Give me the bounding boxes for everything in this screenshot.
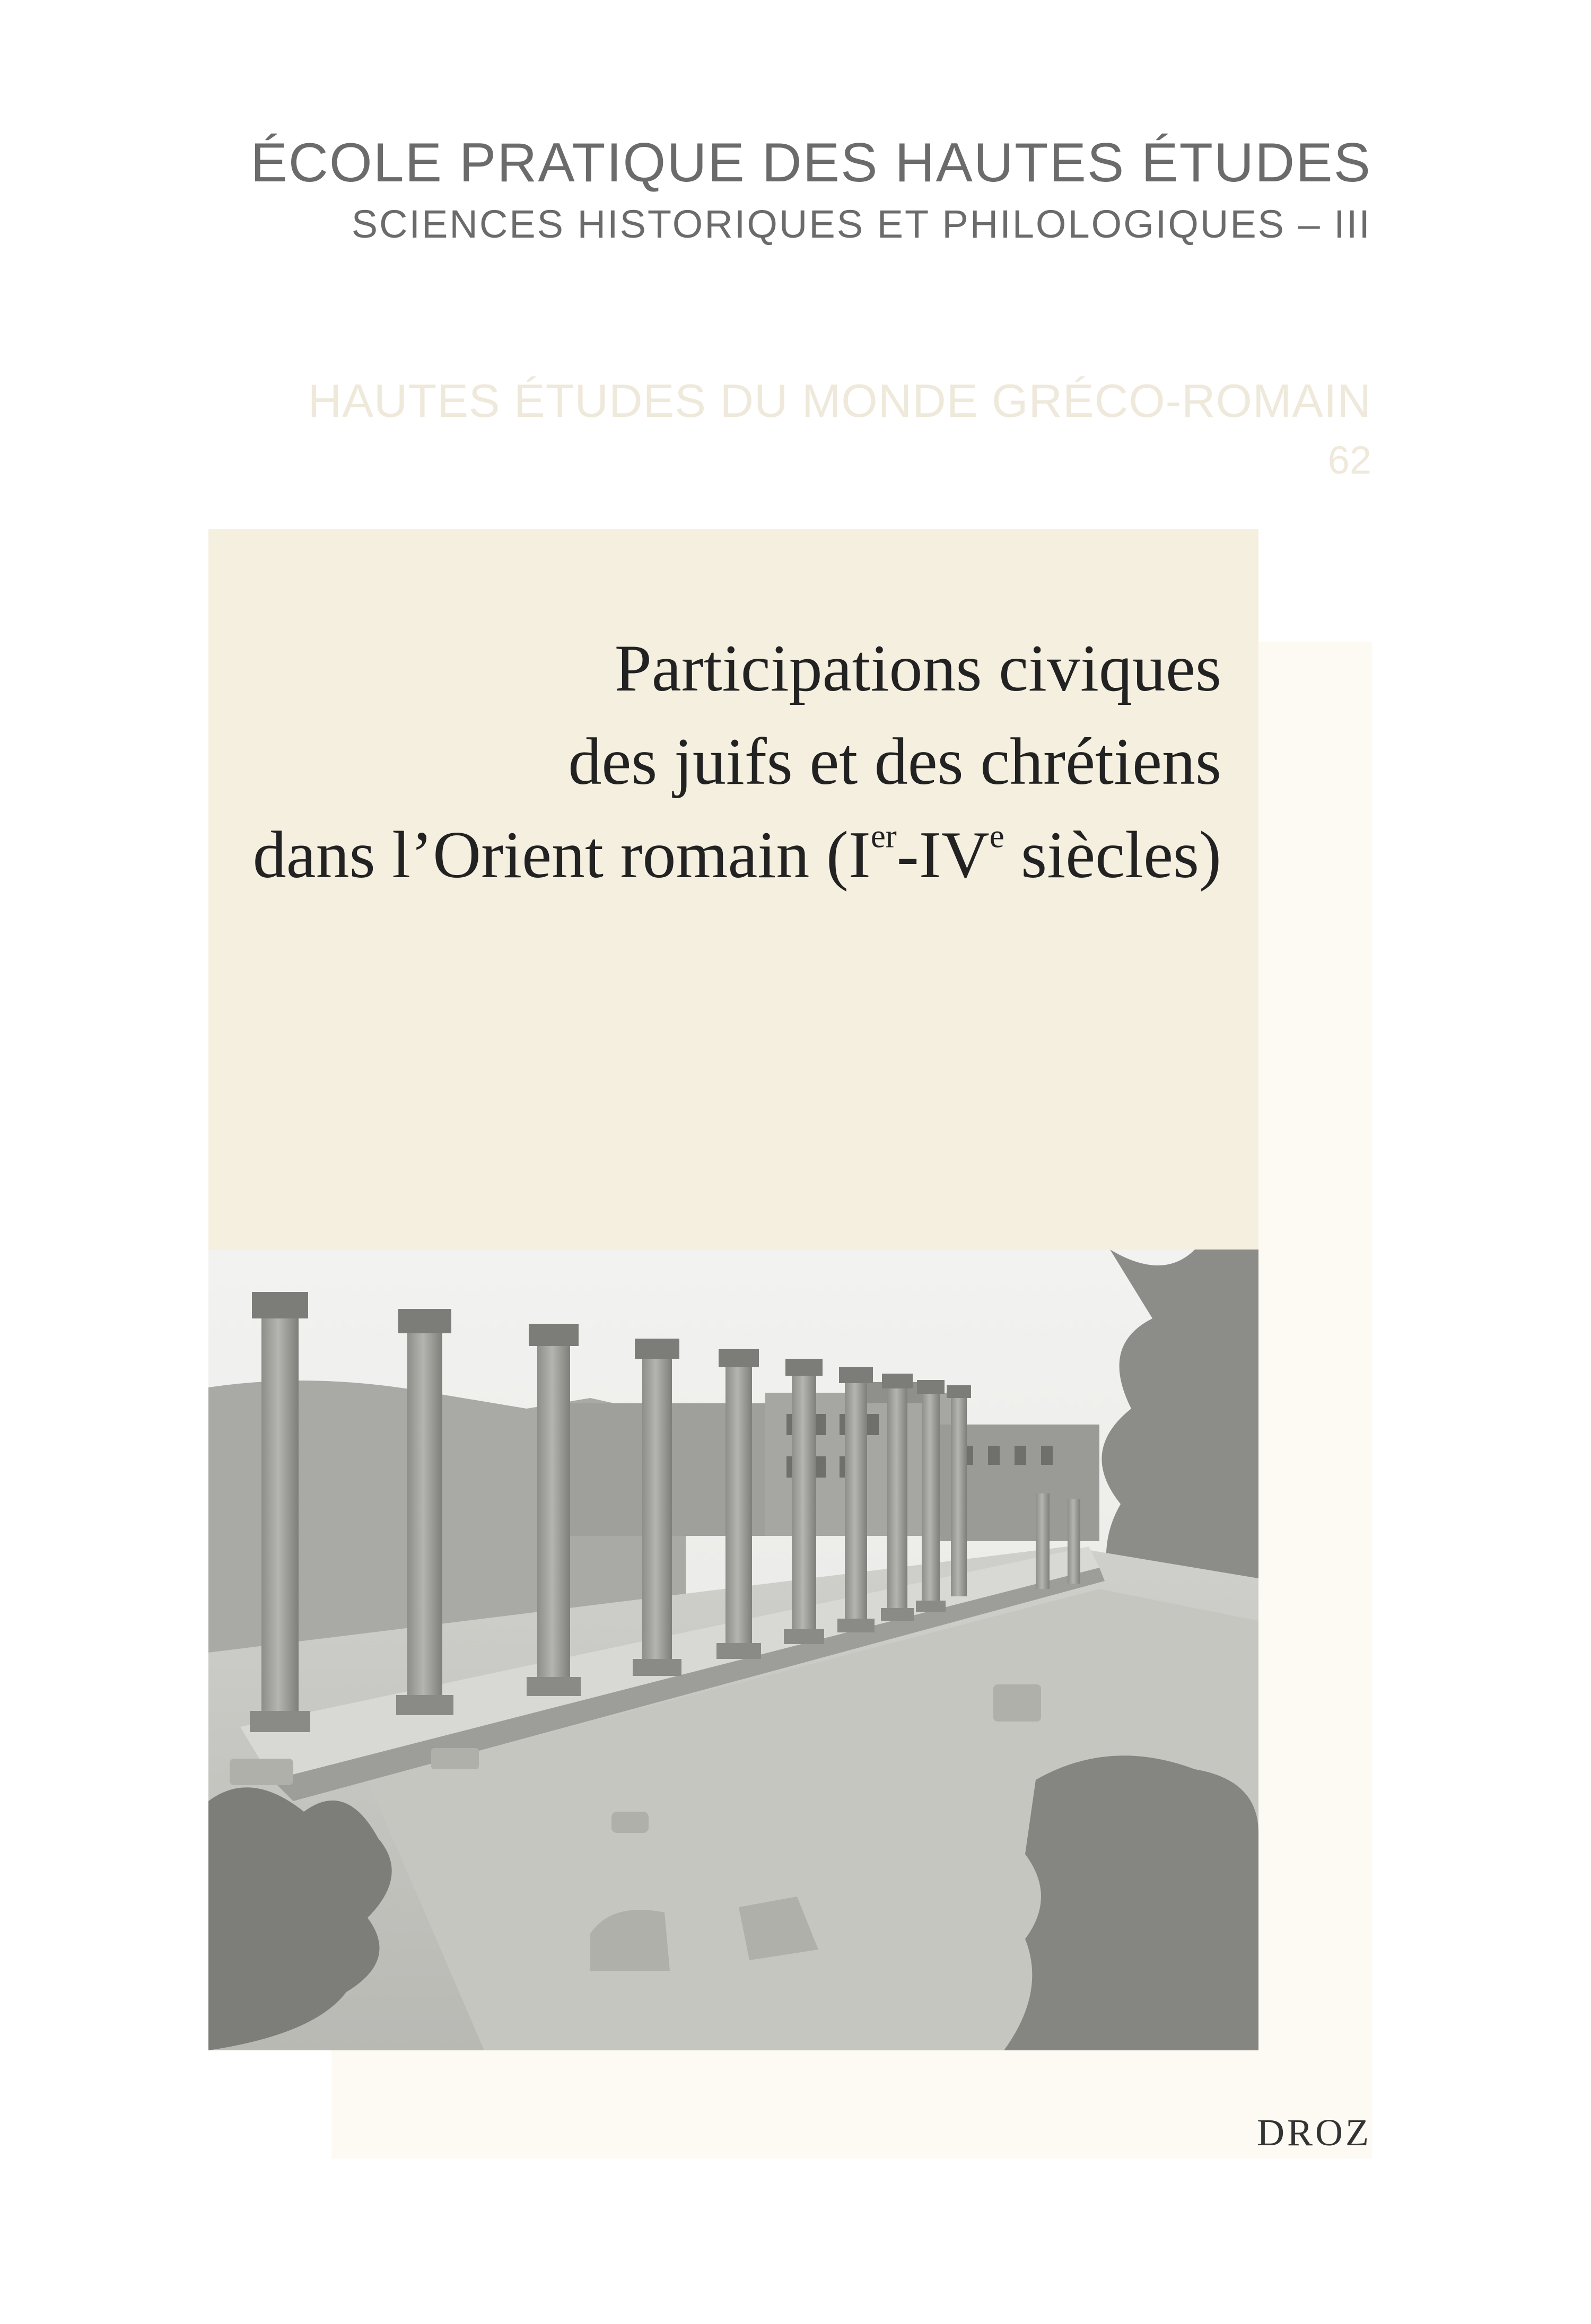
series-title: HAUTES ÉTUDES DU MONDE GRÉCO-ROMAIN xyxy=(308,374,1371,427)
title-line-3-prefix: dans l’Orient romain ( xyxy=(252,818,849,892)
title-line-2: des juifs et des chrétiens xyxy=(568,725,1221,799)
publisher-name: DROZ xyxy=(1257,2111,1371,2154)
book-title xyxy=(253,622,1221,902)
title-line-3-suffix: siècles) xyxy=(1004,818,1221,892)
title-line-1: Participations civiques xyxy=(614,632,1221,705)
colonnade-illustration xyxy=(208,1250,1258,2050)
institution-name: ÉCOLE PRATIQUE DES HAUTES ÉTUDES xyxy=(250,132,1371,194)
cover-photo-colonnade xyxy=(208,1250,1258,2050)
title-line-3 xyxy=(253,809,1221,902)
series-number: 62 xyxy=(1327,438,1371,482)
century-end: IV xyxy=(919,818,990,892)
title-panel xyxy=(208,529,1258,1250)
century-dash: - xyxy=(896,818,919,892)
section-name: SCIENCES HISTORIQUES ET PHILOLOGIQUES – III xyxy=(351,202,1371,246)
century-start: I xyxy=(848,818,871,892)
century-end-ordinal: e xyxy=(989,817,1004,855)
century-start-ordinal: er xyxy=(870,817,897,855)
